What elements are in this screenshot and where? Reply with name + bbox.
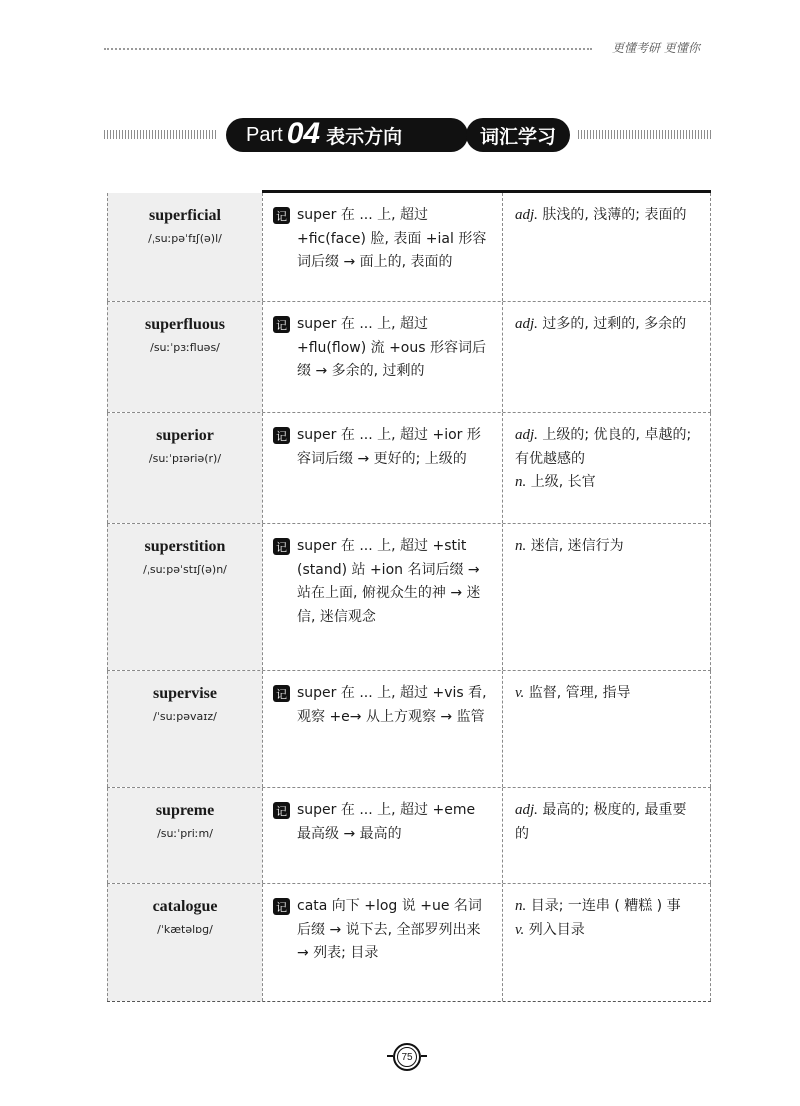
definition-cell (503, 413, 711, 523)
definition-text: 列入目录 (524, 921, 585, 938)
headword: superfluous (144, 316, 226, 333)
mnemonic-text: super 在 ... 上, 超过 +flu(flow) 流 +ous 形容词后缀 → 多余的, 过剩的 (297, 316, 486, 379)
memory-badge-icon: 记 (273, 538, 290, 555)
part-of-speech: adj. (515, 802, 538, 818)
definition-text: 上级的; 优良的, 卓越的; 有优越感的 (515, 427, 692, 467)
vocab-table (107, 190, 711, 1002)
vocab-row (107, 413, 711, 524)
part-number: 04 (286, 117, 321, 150)
definition-cell (503, 788, 711, 883)
word-cell (107, 884, 262, 1001)
part-of-speech: v. (515, 685, 525, 701)
headword: supreme (155, 802, 215, 819)
part-label: Part (246, 123, 283, 146)
definition-text: 目录; 一连串 ( 糟糕 ) 事 (526, 898, 681, 914)
definition-cell (503, 884, 711, 1001)
part-of-speech: v. (515, 921, 525, 938)
phonetic: /ˈkætəlɒɡ/ (157, 923, 213, 936)
part-of-speech: adj. (515, 427, 538, 443)
definition-cell (503, 193, 711, 301)
headword: superstition (144, 538, 226, 555)
section-title: 词汇学习 (466, 118, 570, 152)
phonetic: /ˌsuːpəˈstɪʃ(ə)n/ (143, 563, 227, 576)
definition-line (515, 682, 698, 706)
memory-badge-icon: 记 (273, 685, 290, 702)
definition-text: 过多的, 过剩的, 多余的 (537, 316, 687, 332)
memory-badge-icon: 记 (273, 802, 290, 819)
vocab-row (107, 193, 711, 302)
mnemonic-cell (262, 193, 503, 301)
banner-hatch-right (578, 130, 712, 139)
mnemonic-text: super 在 ... 上, 超过 +ior 形容词后缀 → 更好的; 上级的 (297, 427, 481, 467)
word-cell (107, 524, 262, 670)
definition-cell (503, 524, 711, 670)
memory-badge-icon: 记 (273, 316, 290, 333)
mnemonic-cell (262, 884, 503, 1001)
mnemonic-cell (262, 788, 503, 883)
page-number: 75 (397, 1047, 417, 1067)
word-cell (107, 671, 262, 787)
vocab-row (107, 671, 711, 788)
memory-badge-icon: 记 (273, 898, 290, 915)
definition-cell (503, 671, 711, 787)
part-of-speech: n. (515, 898, 527, 914)
definition-text: 监督, 管理, 指导 (524, 685, 631, 701)
phonetic: /ˈsuːpəvaɪz/ (153, 710, 217, 723)
part-of-speech: adj. (515, 207, 538, 223)
vocab-row (107, 524, 711, 671)
chapter-title: 表示方向 (326, 125, 403, 148)
word-cell (107, 193, 262, 301)
word-cell (107, 413, 262, 523)
page-number-badge (393, 1043, 421, 1071)
definition-text: 上级, 长官 (526, 474, 596, 490)
mnemonic-text: cata 向下 +log 说 +ue 名词后缀 → 说下去, 全部罗列出来 → 列表; 目录 (297, 898, 482, 961)
header-dotted-rule (104, 48, 592, 50)
headword: supervise (153, 685, 217, 702)
mnemonic-cell (262, 302, 503, 412)
phonetic: /ˌsuːpəˈfɪʃ(ə)l/ (148, 232, 222, 245)
header-slogan: 更懂考研 更懂你 (612, 41, 700, 55)
mnemonic-cell (262, 671, 503, 787)
mnemonic-text: super 在 ... 上, 超过 +eme 最高级 → 最高的 (297, 802, 476, 842)
headword: superficial (149, 207, 221, 224)
definition-line (515, 799, 698, 846)
definition-text: 最高的; 极度的, 最重要的 (515, 802, 687, 842)
phonetic: /suːˈpɜːfluəs/ (150, 341, 220, 354)
definition-line (515, 919, 698, 943)
definition-line (515, 471, 698, 495)
vocab-row (107, 884, 711, 1002)
mnemonic-cell (262, 413, 503, 523)
phonetic: /suːˈpɪəriə(r)/ (148, 452, 222, 465)
vocab-row (107, 788, 711, 884)
definition-cell (503, 302, 711, 412)
definition-text: 迷信, 迷信行为 (526, 538, 624, 554)
headword: superior (156, 427, 214, 444)
word-cell (107, 788, 262, 883)
part-of-speech: n. (515, 538, 527, 554)
mnemonic-text: super 在 ... 上, 超过 +stit (stand) 站 +ion 名词后缀 → 站在上面, 俯视众生的神 → 迷信, 迷信观念 (297, 538, 481, 625)
memory-badge-icon: 记 (273, 207, 290, 224)
part-of-speech: adj. (515, 316, 538, 332)
definition-line (515, 895, 698, 919)
phonetic: /suːˈpriːm/ (157, 827, 213, 840)
mnemonic-cell (262, 524, 503, 670)
mnemonic-text: super 在 ... 上, 超过 +fic(face) 脸, 表面 +ial 形容词后缀 → 面上的, 表面的 (297, 207, 487, 270)
word-cell (107, 302, 262, 412)
definition-text: 肤浅的, 浅薄的; 表面的 (537, 207, 687, 223)
chapter-pill (226, 118, 468, 152)
banner-hatch-left (104, 130, 218, 139)
mnemonic-text: super 在 ... 上, 超过 +vis 看, 观察 +e→ 从上方观察 → 监管 (297, 685, 487, 725)
definition-line (515, 424, 698, 471)
part-of-speech: n. (515, 474, 527, 490)
memory-badge-icon: 记 (273, 427, 290, 444)
section-banner (104, 118, 712, 152)
headword: catalogue (152, 898, 218, 915)
definition-line (515, 313, 698, 337)
vocab-row (107, 302, 711, 413)
definition-line (515, 535, 698, 559)
definition-line (515, 204, 698, 228)
